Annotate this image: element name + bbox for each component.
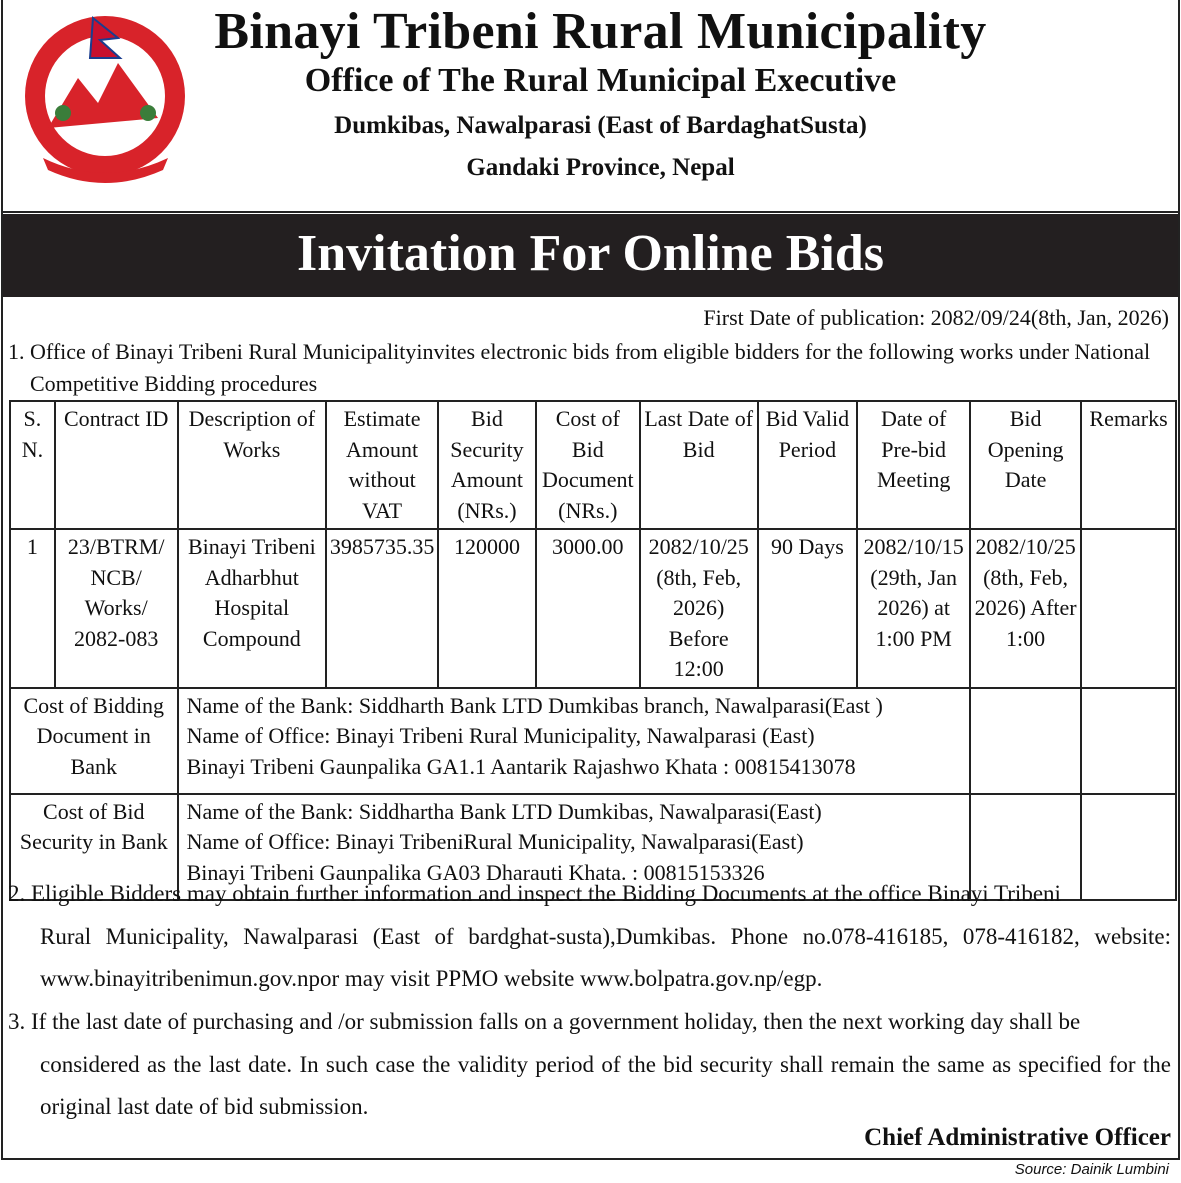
municipality-title: Binayi Tribeni Rural Municipality — [214, 3, 987, 60]
bank-row — [10, 688, 1176, 794]
bank-details — [178, 688, 971, 794]
signatory: Chief Administrative Officer — [864, 1124, 1171, 1151]
table-cell: Binayi Tribeni Adharbhut Hospital Compound — [178, 529, 327, 688]
empty-cell — [1081, 688, 1176, 794]
column-header: Bid Valid Period — [758, 401, 858, 529]
table-cell: 23/BTRM/ NCB/ Works/ 2082-083 — [55, 529, 178, 688]
bank-row-label: Cost of Bid Security in Bank — [10, 794, 178, 900]
divider — [1, 211, 1180, 213]
column-header: Remarks — [1081, 401, 1176, 529]
bank-line: Name of Office: Binayi TribeniRural Municipality, Nawalparasi(East) — [186, 829, 804, 854]
bank-row-label: Cost of Bidding Document in Bank — [10, 688, 178, 794]
paragraph-lead: 2. Eligible Bidders may obtain further information and inspect the Bidding Documents at the office Binayi Tribeni — [8, 881, 1061, 906]
table-cell: 1 — [10, 529, 55, 688]
column-header: Estimate Amount without VAT — [326, 401, 438, 529]
paragraph-body: considered as the last date. In such case the validity period of the bid security shall remain the same as specified for the original last date of bid submission. — [40, 1051, 1171, 1119]
intro-line: Competitive Bidding procedures — [30, 371, 318, 396]
column-header: Cost of Bid Document (NRs.) — [536, 401, 640, 529]
table-cell: 3985735.35 — [326, 529, 438, 688]
bids-table — [9, 400, 1177, 901]
municipality-emblem-icon — [8, 8, 203, 188]
bank-line: Binayi Tribeni Gaunpalika GA03 Dharauti Khata. : 00815153326 — [186, 859, 765, 885]
table-cell — [1081, 529, 1176, 688]
empty-cell — [970, 688, 1081, 794]
column-header: Contract ID — [55, 401, 178, 529]
office-address: Dumkibas, Nawalparasi (East of BardaghatSusta) — [334, 112, 867, 139]
table-row — [10, 529, 1176, 688]
column-header: Bid Security Amount (NRs.) — [438, 401, 536, 529]
office-name: Office of The Rural Municipal Executive — [304, 62, 897, 99]
paragraph-body: Rural Municipality, Nawalparasi (East of bardghat-susta),Dumkibas. Phone no.078-416185, 078-416182, website: www.binayitribenimun.gov.npor may visit PPMO website www.bolpatra.gov.np/egp. — [40, 923, 1171, 991]
table-cell: 2082/10/15 (29th, Jan 2026) at 1:00 PM — [857, 529, 970, 688]
table-cell: 3000.00 — [536, 529, 640, 688]
bank-line: Name of Office: Binayi Tribeni Rural Municipality, Nawalparasi (East) — [186, 723, 815, 748]
intro-paragraph — [8, 336, 1173, 400]
publication-date: First Date of publication: 2082/09/24(8th, Jan, 2026) — [703, 305, 1169, 330]
bank-line: Name of the Bank: Siddharth Bank LTD Dumkibas branch, Nawalparasi(East ) — [186, 692, 883, 718]
table-cell: 90 Days — [758, 529, 858, 688]
column-header: Date of Pre-bid Meeting — [857, 401, 970, 529]
bank-line: Binayi Tribeni Gaunpalika GA1.1 Aantarik Rajashwo Khata : 00815413078 — [186, 753, 856, 779]
paragraph-3 — [8, 1001, 1171, 1129]
table-header-row — [10, 401, 1176, 529]
intro-line: 1. Office of Binayi Tribeni Rural Municipalityinvites electronic bids from eligible bidders for the following works under National — [8, 339, 1151, 364]
table-cell: 2082/10/25 (8th, Feb, 2026) After 1:00 — [970, 529, 1081, 688]
table-cell: 2082/10/25 (8th, Feb, 2026) Before 12:00 — [640, 529, 758, 688]
notice-title: Invitation For Online Bids — [3, 214, 1178, 297]
paragraph-2 — [8, 873, 1171, 1001]
column-header: Description of Works — [178, 401, 327, 529]
province: Gandaki Province, Nepal — [466, 154, 735, 181]
column-header: Bid Opening Date — [970, 401, 1081, 529]
paragraph-lead: 3. If the last date of purchasing and /or submission falls on a government holiday, then the next working day shall be — [8, 1009, 1081, 1034]
source-credit: Source: Dainik Lumbini — [1014, 1161, 1169, 1178]
column-header: Last Date of Bid — [640, 401, 758, 529]
column-header: S. N. — [10, 401, 55, 529]
table-cell: 120000 — [438, 529, 536, 688]
bank-line: Name of the Bank: Siddhartha Bank LTD Dumkibas, Nawalparasi(East) — [186, 798, 822, 824]
